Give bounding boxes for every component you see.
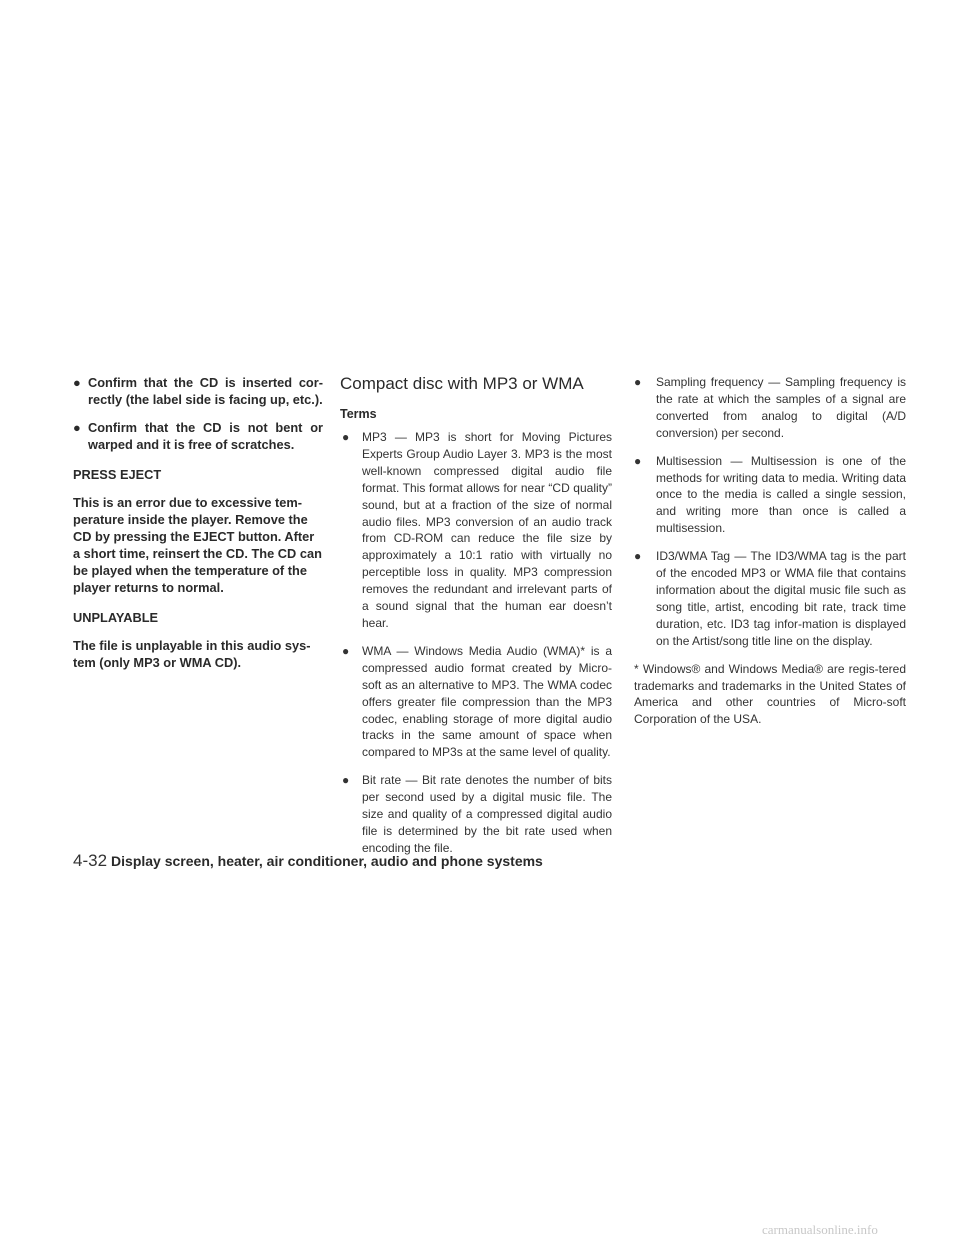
column-right — [634, 374, 906, 728]
bullet-dot-icon: ● — [634, 453, 642, 468]
unplayable-heading: UNPLAYABLE — [73, 610, 159, 625]
mp3-term-bullet — [336, 429, 612, 632]
column-middle — [340, 374, 612, 857]
wma-term-bullet — [336, 643, 612, 761]
bullet-dot-icon: ● — [634, 549, 642, 564]
sampling-frequency-bullet — [634, 374, 906, 442]
chapter-title: Display screen, heater, air conditioner, audio and phone systems — [111, 853, 543, 869]
bullet-text: MP3 — MP3 is short for Moving Pictures Experts Group Audio Layer 3. MP3 is the most well-known compressed digital audio file format. This format allows for near “CD quality” sound, but at a fraction of the size of normal audio files. MP3 conversion of an audio track from CD-ROM can reduce the file size by approximately a 10:1 ratio with virtually no perceptible loss in quality. MP3 compression removes the redundant and irrelevant parts of a sound signal that the human ear doesn’t hear. — [362, 430, 612, 630]
bullet-text: WMA — Windows Media Audio (WMA)* is a compressed audio format created by Micro-soft as an alternative to MP3. The WMA codec offers greater file compression than the MP3 codec, enabling storage of more digital audio tracks in the same amount of space when compared to MP3s at the same level of quality. — [362, 643, 612, 760]
bullet-dot-icon: ● — [73, 420, 81, 435]
watermark: carmanualsonline.info — [762, 1222, 878, 1237]
id3-wma-tag-bullet — [634, 548, 906, 649]
bullet-text: ID3/WMA Tag — The ID3/WMA tag is the part of the encoded MP3 or WMA file that contains information about the digital music file such as song title, artist, encoding bit rate, track time duration, etc. ID3 tag infor-mation is displayed on the Artist/song title line on the display. — [656, 549, 906, 648]
bullet-dot-icon: ● — [73, 375, 81, 390]
bullet-text: Confirm that the CD is inserted cor-rectly (the label side is facing up, etc.). — [88, 375, 323, 407]
cd-inserted-bullet — [73, 374, 323, 408]
bullet-text: Confirm that the CD is not bent or warped and it is free of scratches. — [88, 420, 323, 452]
page-number: 4-32 — [73, 851, 108, 870]
press-eject-text: This is an error due to excessive tem-perature inside the player. Remove the CD by pressing the EJECT button. After a short time, reinsert the CD. The CD can be played when the temperature of the player returns to normal. — [73, 495, 322, 595]
terms-subhead: Terms — [340, 407, 377, 421]
trademark-footnote: * Windows® and Windows Media® are regis-tered trademarks and trademarks in the United States of America and other countries of Micro-soft Corporation of the USA. — [634, 661, 906, 727]
unplayable-text: The file is unplayable in this audio sys-tem (only MP3 or WMA CD). — [73, 638, 311, 670]
bullet-text: Multisession — Multisession is one of the methods for writing data to media. Writing data once to the media is called a single session, and writing more than once is called a multisession. — [656, 453, 906, 536]
bullet-text: Bit rate — Bit rate denotes the number of bits per second used by a digital music file. The size and quality of a compressed digital audio file is determined by the bit rate used when encoding the file. — [362, 773, 612, 855]
bullet-dot-icon: ● — [342, 773, 350, 788]
bullet-dot-icon: ● — [342, 643, 350, 658]
bullet-dot-icon: ● — [634, 375, 642, 389]
cd-not-bent-bullet — [73, 419, 323, 453]
section-title: Compact disc with MP3 or WMA — [340, 374, 584, 393]
multisession-bullet — [634, 453, 906, 538]
bullet-dot-icon: ● — [342, 430, 350, 444]
press-eject-heading: PRESS EJECT — [73, 467, 162, 482]
page-footer — [73, 851, 913, 871]
bullet-text: Sampling frequency — Sampling frequency is the rate at which the samples of a signal are converted from analog to digital (A/D conversion) per second. — [656, 375, 906, 440]
column-left — [73, 374, 323, 671]
bit-rate-term-bullet — [336, 772, 612, 857]
